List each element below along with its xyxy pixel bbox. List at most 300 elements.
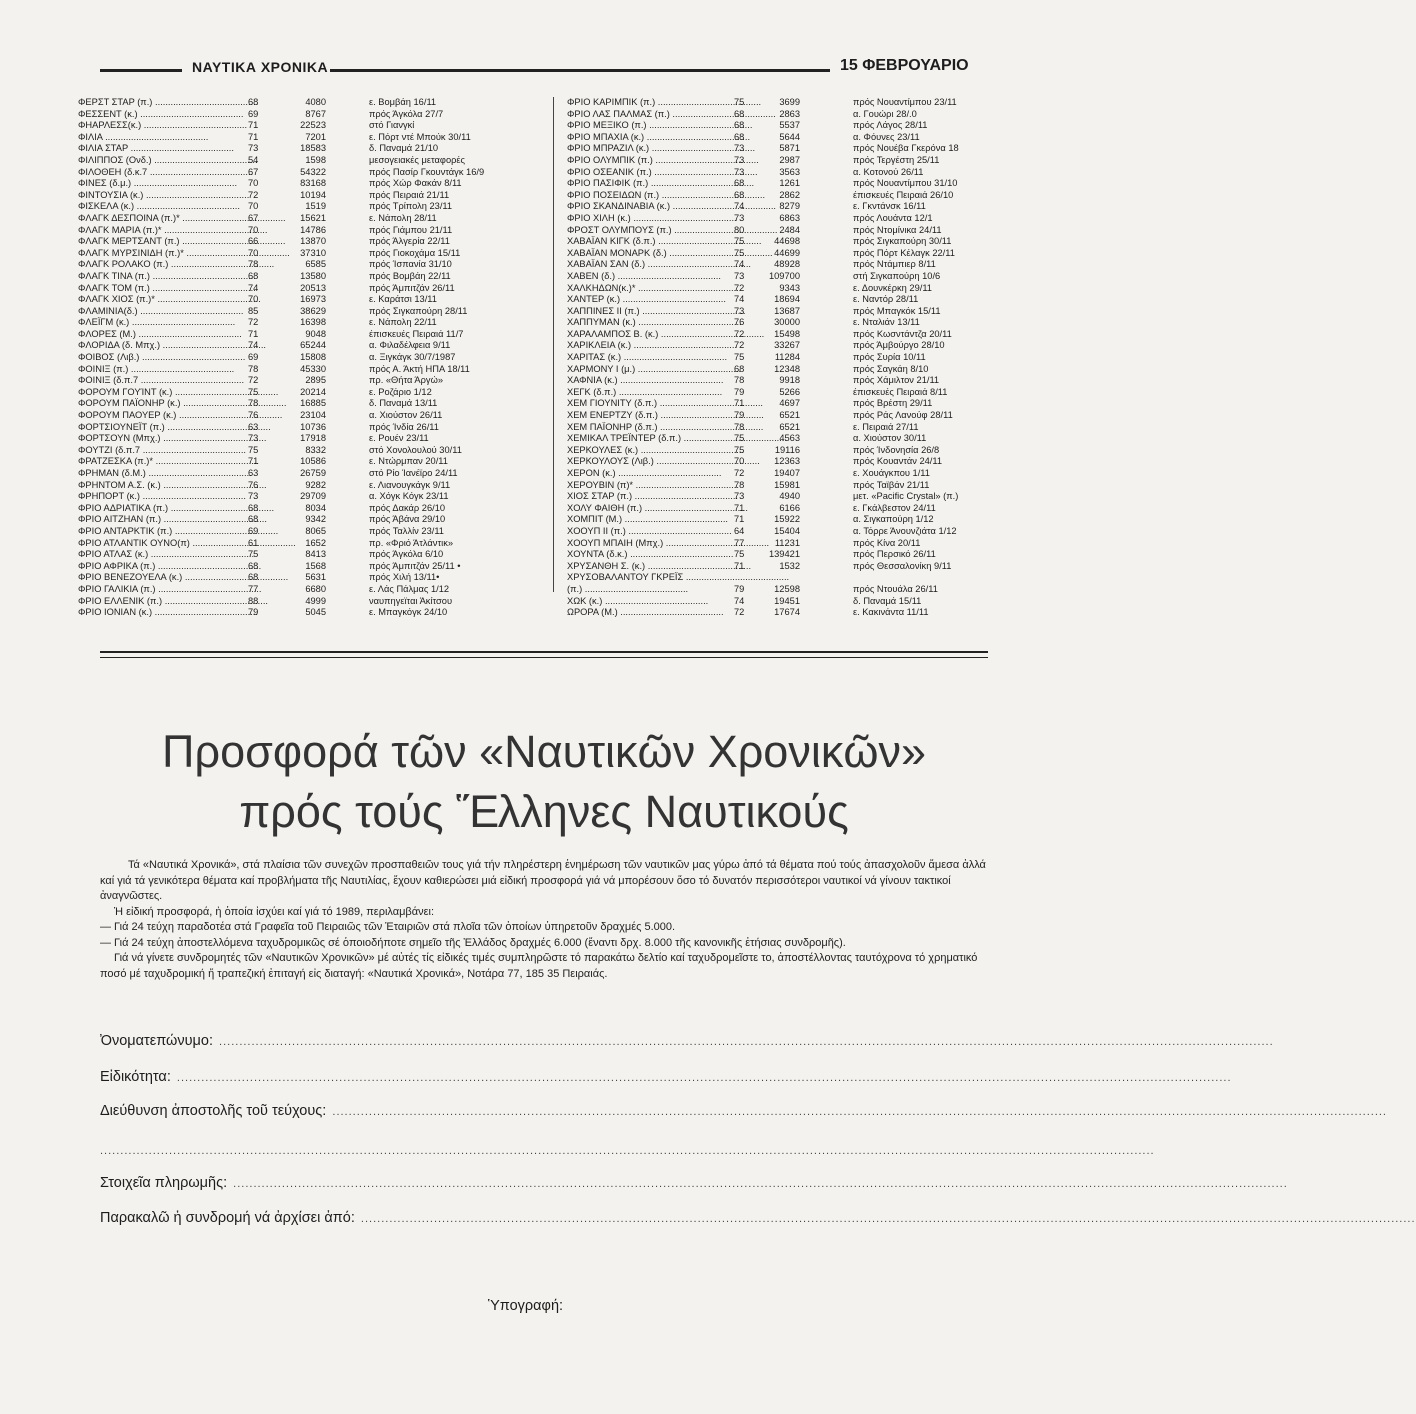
ship-row [78,364,548,376]
ship-year: 71 [734,398,745,409]
ship-tonnage: 17918 [300,433,326,444]
ship-name: ΦΡΙΟ ΣΚΑΝΔΙΝΑΒΙΑ (κ.) ..... [567,201,727,213]
ship-tonnage: 18694 [774,294,800,305]
ship-year: 61 [248,537,259,548]
offer-scope-paragraph: Ἡ εἰδική προσφορά, ἡ ὁποία ἰσχύει καί γιά τό 1989, περιλαμβάνει: [114,905,435,918]
ship-status: πρός Νουαντίμπου 23/11 [853,97,957,107]
ship-year: 73 [734,166,745,177]
ship-name: ΦΟΡΟΥΜ ΠΑΟΥΕΡ (κ.) ..... [78,410,236,422]
ship-name: ΧΑΒΑΪΑΝ ΜΟΝΑΡΚ (δ.) ..... [567,248,727,260]
ship-year: 72 [734,282,745,293]
ship-year: 70 [734,456,745,467]
ship-tonnage: 7201 [305,131,326,142]
offer-instructions-paragraph: Γιά νά γίνετε συνδρομητές τῶν «Ναυτικῶν Χρονικῶν» μέ αὐτές τίς εἰδικές τιμές συμπληρῶστε τό παρακάτω δελτίο καί ταχυδρομεῖστε το, ἀποστέλλοντας ταυτόχρονα τό χρηματικό ποσό μέ ταχυδρομική ἤ τραπεζική ἐπιταγή εἰς διαταγή: «Ναυτικά Χρονικά», Νοτάρα 77, 185 35 Πειραιάς. [100,952,978,980]
ship-row [78,422,548,434]
ship-year: 70 [248,201,259,212]
ship-year: 77 [734,537,745,548]
ship-row [78,109,548,121]
ship-year: 68 [248,572,259,583]
ship-row [78,340,548,352]
ship-year: 74 [248,340,259,351]
ship-name: ΧΑΡΙΤΑΣ (κ.) ..... [567,352,727,364]
ship-year: 74 [734,595,745,606]
ship-name: ΦΙΛΙΑ ..... [78,132,236,144]
ship-status: α. Σιγκαπούρη 1/12 [853,514,934,525]
ship-row [567,340,1000,352]
ship-tonnage: 6521 [779,410,800,421]
ship-status: πρός Λουάντα 12/1 [853,212,933,223]
ship-tonnage: 20513 [300,282,326,293]
ship-tonnage: 20214 [300,386,326,397]
ship-status: πρός Ίνδία 26/11 [369,421,439,432]
ship-row [78,607,548,619]
ship-row [567,387,1000,399]
ship-name: ΦΡΙΟ ΒΕΝΕΖΟΥΕΛΑ (κ.) ..... [78,572,236,584]
ship-year: 78 [248,363,259,374]
ship-year: 73 [734,154,745,165]
ship-row [567,271,1000,283]
ship-row [78,561,548,573]
ship-status: πρός Α. Άκτή ΗΠΑ 18/11 [369,363,470,374]
ship-row [567,155,1000,167]
ship-status: ε. Μπαγκόγκ 24/10 [369,607,448,618]
ship-year: 68 [734,189,745,200]
ship-tonnage: 19407 [774,468,800,478]
ship-status: πρός Κουαντάν 24/11 [853,456,943,467]
ship-row [567,109,1000,121]
ship-name: ΦΟΡΟΥΜ ΠΑΪΟΝΗΡ (κ.) ..... [78,398,236,410]
ship-status: πρός Γιάμπου 21/11 [369,224,453,235]
ship-status: πρός Άμβούργο 28/10 [853,340,945,351]
ship-status: έπισκευές Πειραιά 8/11 [853,386,948,397]
ship-tonnage: 48928 [774,259,800,270]
ship-year: 68 [248,560,259,571]
ship-name: ΧΕΡΚΟΥΛΟΥΣ (Λιβ.) ..... [567,456,727,468]
ship-year: 74 [734,259,745,270]
ship-row [78,97,548,109]
ship-year: 80 [734,224,745,235]
ship-tonnage: 15922 [774,514,800,525]
ship-year: 68 [248,270,259,281]
ship-name: ΧΟΥΝΤΑ (δ.κ.) ..... [567,549,727,561]
ship-year: 73 [734,270,745,281]
ship-tonnage: 4697 [779,398,800,409]
ship-year: 71 [734,502,745,513]
ship-row [567,120,1000,132]
start-date-field[interactable] [100,1210,1416,1234]
offer-headline-line1: Προσφορά τῶν «Ναυτικῶν Χρονικῶν» [162,726,926,777]
ship-tonnage: 65244 [300,340,326,351]
ship-row [567,225,1000,237]
ship-status: πρός Ίσπανία 31/10 [369,259,452,270]
ship-tonnage: 17674 [774,607,800,618]
address-field[interactable] [100,1103,1387,1127]
ship-row [567,456,1000,468]
ship-year: 74 [734,294,745,305]
ship-name: ΦΡΙΟ ΧΙΛΗ (κ.) ..... [567,213,727,225]
ship-year: 68 [734,178,745,189]
ship-year: 69 [248,352,259,363]
ship-status: ε. Χουάγκπου 1/11 [853,468,930,478]
ship-row [78,572,548,584]
ship-status: πρός Ταϊβάν 21/11 [853,479,930,490]
ship-row [567,178,1000,190]
ship-tonnage: 5871 [779,143,800,154]
ship-tonnage: 11284 [774,352,800,363]
ship-name: ΧΑΒΑΪΑΝ ΚΙΓΚ (δ.π.) ..... [567,236,727,248]
ship-tonnage: 30000 [774,317,800,328]
ship-status: πρός Σιγκαπούρη 30/11 [853,236,952,247]
ship-tonnage: 19116 [774,444,800,455]
address-field-continued[interactable] [100,1142,1155,1166]
ship-name: ΦΟΙΝΙΞ (δ.π.7 ..... [78,375,236,387]
ship-name: ΦΛΑΜΙΝΙΑ(δ.) ..... [78,306,236,318]
ship-tonnage: 44698 [774,236,800,247]
ship-tonnage: 22523 [300,120,326,131]
ship-status: πρός Τεργέστη 25/11 [853,154,940,165]
header-rule-left [100,69,182,72]
ship-tonnage: 54322 [300,166,326,177]
ship-status: α. Τόρρε Άνουνζιάτα 1/12 [853,525,957,536]
ship-status: α. Χιούστον 30/11 [853,433,927,444]
ship-status: πρός Ντομίνικα 24/11 [853,224,942,235]
ship-row [78,167,548,179]
ship-row [567,97,1000,109]
ship-tonnage: 1568 [305,560,326,571]
ship-name: ΧΡΥΣΑΝΘΗ Σ. (κ.) ..... [567,561,727,573]
ship-year: 70 [248,294,259,305]
ship-status: πρός Λάγος 28/11 [853,120,928,131]
ship-year: 77 [248,583,259,594]
ship-status: ε. Γκάλβεστον 24/11 [853,502,936,513]
ship-status: στό Ρίο Ίανέϊρο 24/11 [369,468,458,478]
ship-year: 71 [734,560,745,571]
ship-row [567,538,1000,550]
ship-status: στό Χονολουλού 30/11 [369,444,462,455]
ship-status: πρός Πασίρ Γκουντάγκ 16/9 [369,166,485,177]
ship-row [567,213,1000,225]
ship-tonnage: 16398 [300,317,326,328]
ship-status: δ. Παναμά 21/10 [369,143,439,154]
ship-tonnage: 29709 [300,491,326,502]
ship-name: ΦΕΣΣΕΝΤ (κ.) ..... [78,109,236,121]
ship-tonnage: 15498 [774,328,800,339]
ship-row [78,248,548,260]
ship-status: ε. Ντώρμπαν 20/11 [369,456,448,467]
ship-name: ΧΟΜΠΙΤ (Μ.) ..... [567,514,727,526]
ship-tonnage: 44699 [774,247,800,258]
ship-name: ΦΡΙΟ ΟΛΥΜΠΙΚ (π.) ..... [567,155,727,167]
ship-status: πρός Χάμιλτον 21/11 [853,375,940,386]
ship-tonnage: 3563 [779,166,800,177]
section-separator-thin [100,657,988,658]
ship-name: ΧΑΠΠΙΝΕΣ II (π.) ..... [567,306,727,318]
ship-status: ε. Νταλιάν 13/11 [853,317,920,328]
ship-row [78,213,548,225]
ship-name: ΦΡΙΟ ΓΑΛΙΚΙΑ (π.) ..... [78,584,236,596]
ship-status: α. Χιούστον 26/11 [369,410,443,421]
ship-row [78,410,548,422]
ship-year: 79 [248,607,259,618]
name-field-dots: .................................................................................................................................................................................................................................................................... [214,1036,1274,1048]
specialty-field[interactable] [100,1069,1232,1093]
name-field-label: Ὀνοματεπώνυμο: [100,1033,213,1049]
name-field[interactable] [100,1033,1274,1057]
ship-status: ε. Δουνκέρκη 29/11 [853,282,932,293]
ship-name: ΦΟΙΒΟΣ (Λιβ.) ..... [78,352,236,364]
ship-row [78,132,548,144]
ship-row [78,433,548,445]
ship-status: α. Γουώρι 28/.0 [853,108,917,119]
ship-name: ΦΡΟΣΤ ΟΛΥΜΠΟΥΣ (π.) ..... [567,225,727,237]
ship-tonnage: 5045 [305,607,326,618]
ship-row [78,456,548,468]
ship-list-left [78,97,548,619]
ship-status: πρός Βομβάη 22/11 [369,270,451,281]
ship-row [78,329,548,341]
ship-tonnage: 12363 [774,456,800,467]
ship-name: ΦΙΝΕΣ (δ.μ.) ..... [78,178,236,190]
ship-tonnage: 1652 [305,537,326,548]
ship-year: 54 [248,154,259,165]
ship-status: πρός Τρίπολη 23/11 [369,201,453,212]
ship-row [567,561,1000,573]
ship-status: έπισκευές Πειραιά 26/10 [853,189,954,200]
ship-row [567,445,1000,457]
ship-tonnage: 6863 [779,212,800,223]
offer-option-mail: — Γιά 24 τεύχη ἀποστελλόμενα ταχυδρομικῶς σέ ὁποιοδήποτε σημεῖο τῆς Ἑλλάδος δραχμές 6.000 (ἔναντι δρχ. 8.000 τῆς κανονικῆς ἐτήσιας συνδρομῆς). [100,936,846,949]
ship-name: ΦΛΑΓΚ ΜΥΡΣΙΝΙΔΗ (π.)* ..... [78,248,236,260]
ship-tonnage: 6166 [779,502,800,513]
ship-row [567,549,1000,561]
ship-status: πρός Άμπιτζάν 25/11 • [369,560,461,571]
ship-year: 73 [248,433,259,444]
ship-year: 71 [248,456,259,467]
ship-row [78,190,548,202]
ship-status: πρός Ντάμπιερ 8/11 [853,259,936,270]
ship-row [567,584,1000,596]
ship-name: ΦΡΙΟ ΑΝΤΑΡΚΤΙΚ (π.) ..... [78,526,236,538]
issue-date: 15 ΦΕΒΡΟΥΑΡΙΟ [840,57,969,74]
ship-year: 72 [248,317,259,328]
ship-row [78,445,548,457]
ship-row [567,259,1000,271]
ship-name: ΦΛΟΡΕΣ (Μ.) ..... [78,329,236,341]
ship-status: μετ. «Pacific Crystal» (π.) [853,491,959,502]
ship-tonnage: 8279 [779,201,800,212]
ship-year: 63 [248,468,259,478]
ship-status: ε. Βομβάη 16/11 [369,97,437,107]
ship-name: ΧΕΜ ΓΙΟΥΝΙΤΥ (δ.π.) ..... [567,398,727,410]
ship-row [78,155,548,167]
ship-tonnage: 13870 [300,236,326,247]
ship-tonnage: 15808 [300,352,326,363]
ship-status: πρός Σιγκαπούρη 28/11 [369,305,468,316]
ship-year: 68 [734,108,745,119]
ship-row [567,364,1000,376]
offer-option-office: — Γιά 24 τεύχη παραδοτέα στά Γραφεῖα τοῦ Πειραιῶς τῶν Ἑταιριῶν στά πλοῖα τῶν ὁποίων ὑπηρετοῦν δραχμές 5.000. [100,921,676,933]
ship-status: μεσογειακές μεταφορές [369,154,466,165]
ship-name: ΧΟΟΥΠ ΜΠΑΙΗ (Μπχ.) ..... [567,538,727,550]
ship-year: 75 [734,247,745,258]
address-field-dots: .................................................................................................................................................................................................................................................................... [328,1106,1387,1118]
ship-tonnage: 8413 [305,549,326,560]
ship-year: 73 [248,143,259,154]
ship-list-right [567,97,1000,619]
ship-row [567,398,1000,410]
ship-tonnage: 8332 [305,444,326,455]
ship-status: πρός Νουαντίμπου 31/10 [853,178,958,189]
ship-name: ΧΕΡΟΝ (κ.) ..... [567,468,727,480]
ship-name: ΦΛΑΓΚ ΤΙΝΑ (π.) ..... [78,271,236,283]
ship-tonnage: 1598 [305,154,326,165]
ship-tonnage: 10194 [300,189,326,200]
ship-tonnage: 9918 [779,375,800,386]
ship-name: ΧΕΡΟΥΒΙΝ (π)* ..... [567,480,727,492]
ship-year: 75 [734,236,745,247]
ship-tonnage: 5537 [779,120,800,131]
ship-status: πρός Βρέστη 29/11 [853,398,933,409]
ship-status: πρός Άγκόλα 6/10 [369,549,444,560]
ship-name: ΧΑΒΑΪΑΝ ΣΑΝ (δ.) ..... [567,259,727,271]
ship-name: ΦΟΙΝΙΞ (π.) ..... [78,364,236,376]
ship-row [78,398,548,410]
ship-name: ΦΡΙΟ ΜΠΡΑΖΙΛ (κ.) ..... [567,143,727,155]
ship-tonnage: 12598 [774,583,800,594]
ship-year: 72 [734,607,745,618]
ship-tonnage: 15981 [774,479,800,490]
ship-name: ΦΛΟΡΙΔΑ (δ. Μπχ.) ..... [78,340,236,352]
ship-status: έπισκευές Πειραιά 11/7 [369,328,464,339]
ship-tonnage: 2863 [779,108,800,119]
ship-name: ΦΡΙΟ ΑΦΡΙΚΑ (π.) ..... [78,561,236,573]
ship-year: 72 [248,375,259,386]
ship-tonnage: 6521 [779,421,800,432]
ship-tonnage: 9048 [305,328,326,339]
ship-name: ΦΡΙΟ ΕΛΛΕΝΙΚ (π.) ..... [78,596,236,608]
ship-name: ΦΟΡΟΥΜ ΓΟΥΊΝΤ (κ.) ..... [78,387,236,399]
ship-row [567,607,1000,619]
ship-status: πρός Άλγερία 22/11 [369,236,450,247]
payment-field[interactable] [100,1175,1288,1199]
ship-row [567,143,1000,155]
ship-name: ΦΡΗΜΑΝ (δ.Μ.) ..... [78,468,236,480]
specialty-field-label: Εἰδικότητα: [100,1069,171,1085]
ship-name: ΦΛΑΓΚ ΤΟΜ (π.) ..... [78,283,236,295]
ship-status: πρός Θεσσαλονίκη 9/11 [853,560,952,571]
ship-name: ΧΑΛΚΗΔΩΝ(κ.)* ..... [567,283,727,295]
ship-year: 79 [734,386,745,397]
ship-tonnage: 2987 [779,154,800,165]
ship-tonnage: 83168 [300,178,326,189]
ship-tonnage: 4563 [779,433,800,444]
ship-tonnage: 33267 [774,340,800,351]
ship-tonnage: 2484 [779,224,800,235]
ship-tonnage: 4940 [779,491,800,502]
ship-tonnage: 6585 [305,259,326,270]
ship-status: πρός Νουέβα Γκερόνα 18 [853,143,959,154]
ship-row [567,422,1000,434]
ship-tonnage: 9282 [305,479,326,490]
ship-status: ναυπηγεϊται Άκίτσου [369,595,453,606]
ship-year: 75 [734,97,745,107]
ship-tonnage: 2895 [305,375,326,386]
ship-name: ΦΡΙΟ ΠΟΣΕΙΔΩΝ (π.) ..... [567,190,727,202]
ship-year: 68 [248,514,259,525]
ship-status: ε. Ροζάριο 1/12 [369,386,432,397]
ship-status: πρός Πειραιά 21/11 [369,189,450,200]
ship-year: 69 [248,108,259,119]
ship-year: 88 [248,595,259,606]
ship-tonnage: 4080 [305,97,326,107]
ship-row [567,375,1000,387]
ship-tonnage: 18583 [300,143,326,154]
ship-row [567,596,1000,608]
ship-row [567,190,1000,202]
ship-row [567,491,1000,503]
ship-row [567,167,1000,179]
ship-name: ΦΕΡΣΤ ΣΤΑΡ (π.) ..... [78,97,236,109]
ship-row [78,259,548,271]
ship-row [567,572,1000,584]
ship-tonnage: 16885 [300,398,326,409]
ship-name: ΦΡΙΟ ΠΑΣΙΦΙΚ (π.) ..... [567,178,727,190]
offer-intro-paragraph: Τά «Ναυτικά Χρονικά», στά πλαίσια τῶν συνεχῶν προσπαθειῶν τους γιά τήν πληρέστερη ἐνημέρωση τῶν ναυτικῶν μας γύρω ἀπό τά θέματα πού τούς ἀπασχολοῦν ἄμεσα ἀλλά καί γιά τά γενικότερα θέματα καί προβλήματα τῆς Ναυτιλίας, ἔχουν καθιερώσει μιά εἰδική προσφορά γιά νά μπορέσουν ὅσο τό δυνατόν περισσότεροι ναυτικοί νά γίνουν τακτικοί ἀναγνῶστες. [100,859,986,902]
ship-name: ΧΑΝΤΕΡ (κ.) ..... [567,294,727,306]
publication-title: ΝΑΥΤΙΚΑ ΧΡΟΝΙΚΑ [192,59,329,75]
ship-tonnage: 12348 [774,363,800,374]
ship-year: 78 [734,421,745,432]
ship-name: (π.) ..... [567,584,727,596]
ship-status: ε. Λιανουγκάγκ 9/11 [369,479,451,490]
ship-year: 76 [248,410,259,421]
ship-tonnage: 8767 [305,108,326,119]
ship-tonnage: 15621 [300,212,326,223]
ship-row [78,317,548,329]
ship-name: ΦΡΙΟ ΛΑΣ ΠΑΛΜΑΣ (π.) ..... [567,109,727,121]
ship-name: ΦΡΙΟ ΑΔΡΙΑΤΙΚΑ (π.) ..... [78,503,236,515]
ship-name: ΦΛΕΪΓΜ (κ.) ..... [78,317,236,329]
ship-status: δ. Παναμά 13/11 [369,398,438,409]
ship-name: ΩΡΟΡΑ (Μ.) ..... [567,607,727,619]
ship-name: ΦΛΑΓΚ ΔΕΣΠΟΙΝΑ (π.)* ..... [78,213,236,225]
ship-row [78,271,548,283]
ship-year: 70 [248,247,259,258]
ship-status: δ. Παναμά 15/11 [853,595,922,606]
ship-year: 71 [248,328,259,339]
address-field-label: Διεύθυνση ἀποστολῆς τοῦ τεύχους: [100,1103,327,1119]
ship-year: 72 [734,340,745,351]
ship-year: 75 [734,444,745,455]
ship-row [78,503,548,515]
ship-name: ΦΡΙΟ ΑΤΛΑΣ (κ.) ..... [78,549,236,561]
ship-name: ΦΗΑΡΛΕΣΣ(κ.) ..... [78,120,236,132]
ship-status: πρός Χιλή 13/11• [369,572,440,583]
ship-name: ΦΡΙΟ ΟΣΕΑΝΙΚ (π.) ..... [567,167,727,179]
ship-name: ΧΑΡΑΛΑΜΠΟΣ Β. (κ.) ..... [567,329,727,341]
ship-year: 72 [734,468,745,478]
ship-row [567,514,1000,526]
ship-row [567,468,1000,480]
ship-row [567,410,1000,422]
ship-year: 70 [248,224,259,235]
ship-status: ε. Νάπολη 28/11 [369,212,437,223]
ship-status: πρός Ταλλίν 23/11 [369,525,444,536]
ship-name: ΧΑΦΝΙΑ (κ.) ..... [567,375,727,387]
specialty-field-dots: .................................................................................................................................................................................................................................................................... [172,1072,1232,1084]
ship-name: ΦΛΑΓΚ ΜΕΡΤΣΑΝΤ (π.) ..... [78,236,236,248]
ship-tonnage: 15404 [774,525,800,536]
